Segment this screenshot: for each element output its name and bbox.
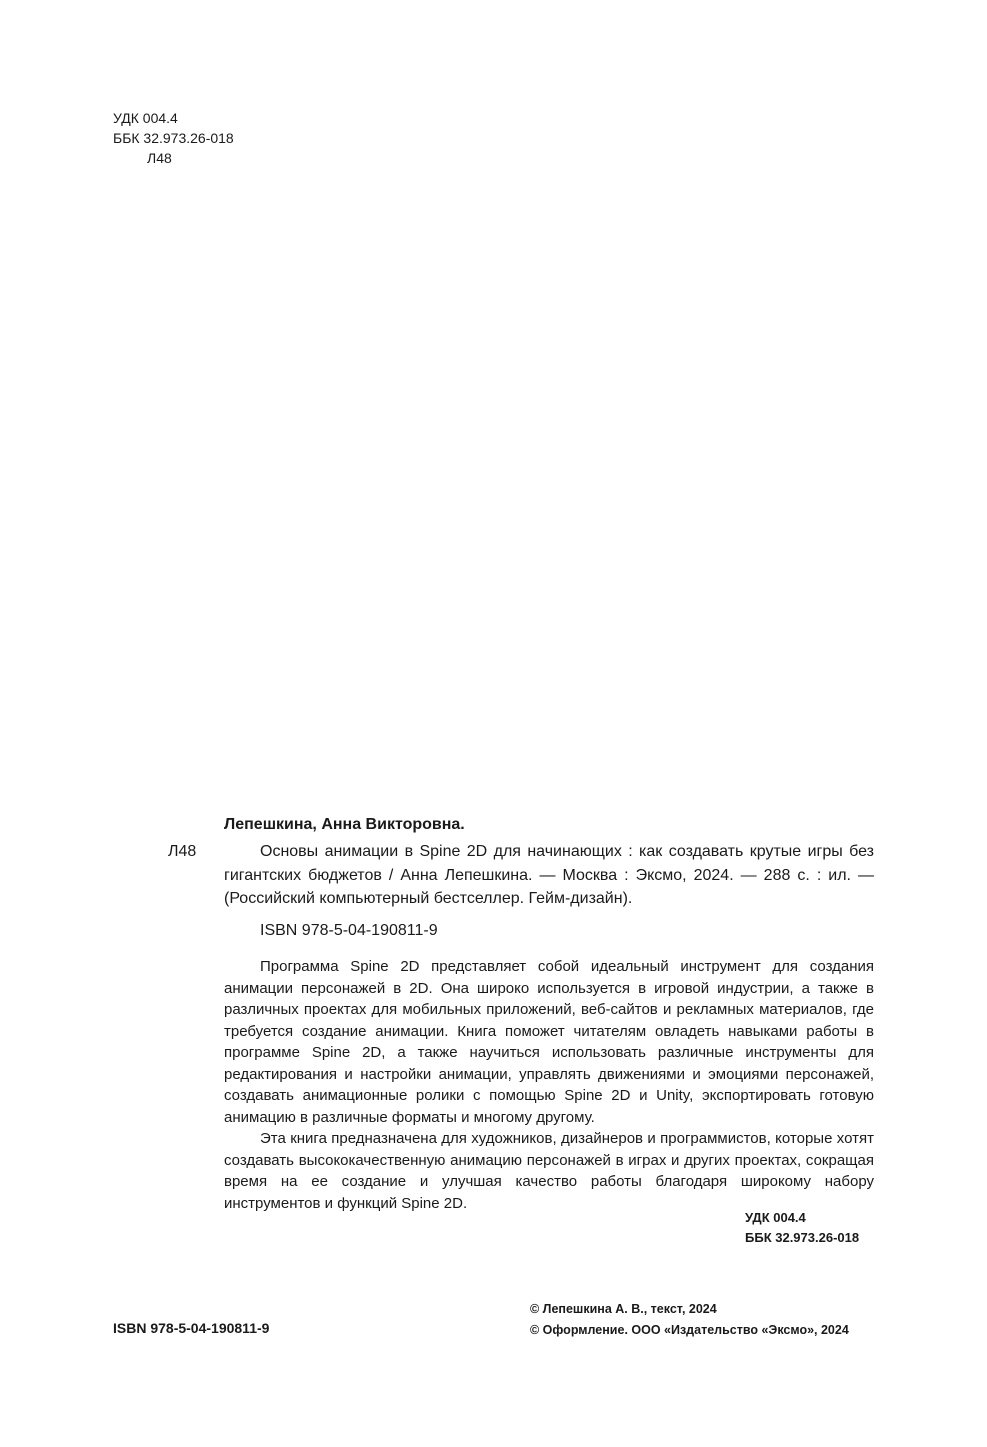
udk-code: УДК 004.4 [745, 1210, 806, 1225]
footer-isbn: ISBN 978-5-04-190811-9 [113, 1320, 270, 1336]
classification-codes [745, 1208, 859, 1248]
copyright-block [530, 1299, 849, 1341]
bibliographic-record: Основы анимации в Spine 2D для начинающих : как создавать крутые игры без гигантских бюджетов / Анна Лепешкина. — Москва : Эксмо, 2024. — 288 с. : ил. — (Российский компьютерный бестселлер. Гейм-дизайн). [224, 843, 874, 907]
top-classification-codes [113, 108, 234, 168]
annotation-paragraph: Программа Spine 2D представляет собой идеальный инструмент для создания анимации персонажей в 2D. Она широко используется в игровой индустрии, а также в различных проектах для мобильных приложений, веб-сайтов и рекламных материалов, где требуется создание анимации. Книга поможет читателям овладеть навыками работы в программе Spine 2D, а также научиться использовать различные инструменты для редактирования и настройки анимации, управлять движениями и эмоциями персонажей, создавать анимационные ролики с помощью Spine 2D и Unity, экспортировать готовую анимацию в различные форматы и многому другому. [224, 958, 874, 1126]
catalog-author-mark: Л48 [168, 843, 197, 860]
author-heading: Лепешкина, Анна Викторовна. [224, 816, 465, 833]
copyright-design: © Оформление. ООО «Издательство «Эксмо», 2024 [530, 1323, 849, 1337]
catalog-isbn: ISBN 978-5-04-190811-9 [260, 922, 438, 939]
annotation-paragraph: Эта книга предназначена для художников, дизайнеров и программистов, которые хотят создавать высококачественную анимацию персонажей в играх и других проектах, сокращая время на ее создание и улучшая качество работы благодаря широкому набору инструментов и функций Spine 2D. [224, 1130, 874, 1212]
bbk-code: ББК 32.973.26-018 [745, 1230, 860, 1245]
bbk-code: ББК 32.973.26-018 [113, 130, 234, 146]
author-mark: Л48 [147, 150, 172, 166]
copyright-text: © Лепешкина А. В., текст, 2024 [530, 1302, 717, 1316]
annotation [224, 956, 874, 1214]
udk-code: УДК 004.4 [113, 110, 178, 126]
